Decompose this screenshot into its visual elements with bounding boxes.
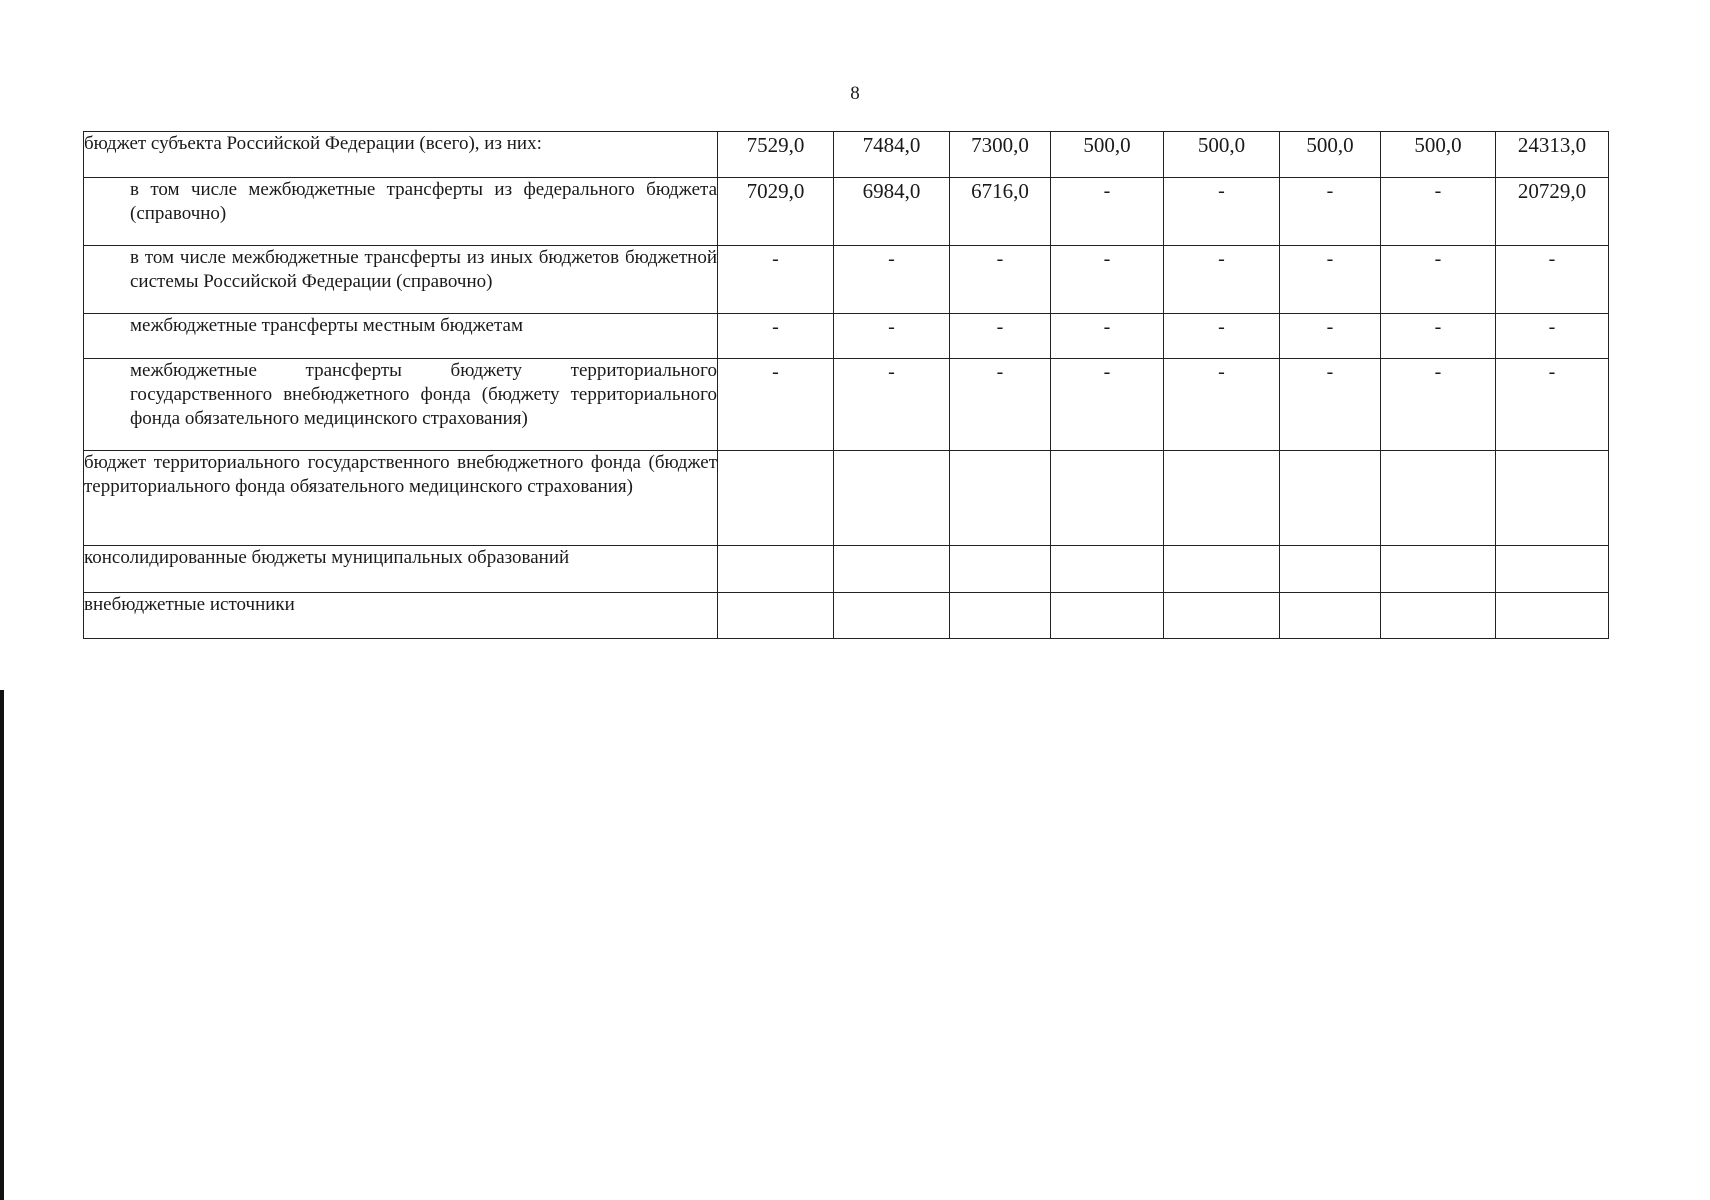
value-cell: - bbox=[1280, 178, 1381, 246]
value-cell bbox=[950, 593, 1051, 639]
page-number: 8 bbox=[850, 83, 860, 104]
value-cell bbox=[1381, 546, 1496, 593]
value-cell bbox=[1381, 593, 1496, 639]
value-cell: 7484,0 bbox=[834, 132, 950, 178]
value-cell bbox=[1280, 546, 1381, 593]
value-cell: - bbox=[1496, 246, 1609, 314]
value-cell bbox=[1051, 451, 1164, 546]
table-row bbox=[84, 546, 1609, 593]
value-cell bbox=[1051, 593, 1164, 639]
budget-table bbox=[83, 131, 1609, 639]
value-cell: - bbox=[1381, 359, 1496, 451]
value-cell: - bbox=[1280, 246, 1381, 314]
value-cell: 7300,0 bbox=[950, 132, 1051, 178]
scan-edge-shadow bbox=[0, 690, 4, 1200]
value-cell: - bbox=[1381, 178, 1496, 246]
value-cell: - bbox=[1164, 359, 1280, 451]
value-cell: - bbox=[834, 246, 950, 314]
table-row bbox=[84, 178, 1609, 246]
value-cell: - bbox=[1051, 178, 1164, 246]
value-cell: - bbox=[950, 246, 1051, 314]
value-cell: - bbox=[1051, 314, 1164, 359]
value-cell: - bbox=[718, 314, 834, 359]
value-cell bbox=[834, 451, 950, 546]
table-row bbox=[84, 246, 1609, 314]
value-cell: - bbox=[1164, 314, 1280, 359]
row-label: межбюджетные трансферты бюджету территориального государственного внебюджетного фонда (бюджету территориального фонда обязательного медицинского страхования) bbox=[84, 359, 718, 451]
row-label: межбюджетные трансферты местным бюджетам bbox=[84, 314, 718, 359]
value-cell bbox=[718, 451, 834, 546]
table-row bbox=[84, 132, 1609, 178]
value-cell: - bbox=[1381, 246, 1496, 314]
value-cell: - bbox=[834, 314, 950, 359]
row-label: бюджет территориального государственного внебюджетного фонда (бюджет территориального фонда обязательного медицинского страхования) bbox=[84, 451, 718, 546]
value-cell: - bbox=[950, 314, 1051, 359]
row-label: внебюджетные источники bbox=[84, 593, 718, 639]
value-cell bbox=[1496, 593, 1609, 639]
value-cell bbox=[1164, 593, 1280, 639]
row-label: консолидированные бюджеты муниципальных образований bbox=[84, 546, 718, 593]
value-cell bbox=[834, 546, 950, 593]
value-cell bbox=[718, 546, 834, 593]
value-cell: - bbox=[1280, 314, 1381, 359]
value-cell: 500,0 bbox=[1280, 132, 1381, 178]
value-cell bbox=[1280, 451, 1381, 546]
value-cell: 500,0 bbox=[1164, 132, 1280, 178]
value-cell: - bbox=[1496, 359, 1609, 451]
value-cell: - bbox=[718, 246, 834, 314]
value-cell bbox=[1164, 451, 1280, 546]
table-row bbox=[84, 314, 1609, 359]
table-row bbox=[84, 593, 1609, 639]
value-cell: 24313,0 bbox=[1496, 132, 1609, 178]
value-cell bbox=[718, 593, 834, 639]
value-cell: - bbox=[1051, 246, 1164, 314]
value-cell bbox=[1496, 546, 1609, 593]
row-label: в том числе межбюджетные трансферты из федерального бюджета (справочно) bbox=[84, 178, 718, 246]
table-row bbox=[84, 451, 1609, 546]
value-cell: - bbox=[1496, 314, 1609, 359]
value-cell bbox=[834, 593, 950, 639]
table-row bbox=[84, 359, 1609, 451]
value-cell: - bbox=[1280, 359, 1381, 451]
value-cell: - bbox=[1164, 246, 1280, 314]
row-label: в том числе межбюджетные трансферты из иных бюджетов бюджетной системы Российской Федерации (справочно) bbox=[84, 246, 718, 314]
value-cell: - bbox=[1051, 359, 1164, 451]
value-cell: 500,0 bbox=[1381, 132, 1496, 178]
value-cell: 7029,0 bbox=[718, 178, 834, 246]
value-cell: - bbox=[1381, 314, 1496, 359]
value-cell bbox=[1051, 546, 1164, 593]
value-cell: - bbox=[950, 359, 1051, 451]
value-cell: - bbox=[834, 359, 950, 451]
value-cell bbox=[1381, 451, 1496, 546]
value-cell: 6716,0 bbox=[950, 178, 1051, 246]
value-cell: 6984,0 bbox=[834, 178, 950, 246]
value-cell: - bbox=[718, 359, 834, 451]
row-label: бюджет субъекта Российской Федерации (всего), из них: bbox=[84, 132, 718, 178]
value-cell bbox=[1280, 593, 1381, 639]
value-cell bbox=[1496, 451, 1609, 546]
value-cell: 7529,0 bbox=[718, 132, 834, 178]
value-cell bbox=[950, 546, 1051, 593]
value-cell: - bbox=[1164, 178, 1280, 246]
value-cell: 20729,0 bbox=[1496, 178, 1609, 246]
value-cell bbox=[950, 451, 1051, 546]
value-cell bbox=[1164, 546, 1280, 593]
value-cell: 500,0 bbox=[1051, 132, 1164, 178]
